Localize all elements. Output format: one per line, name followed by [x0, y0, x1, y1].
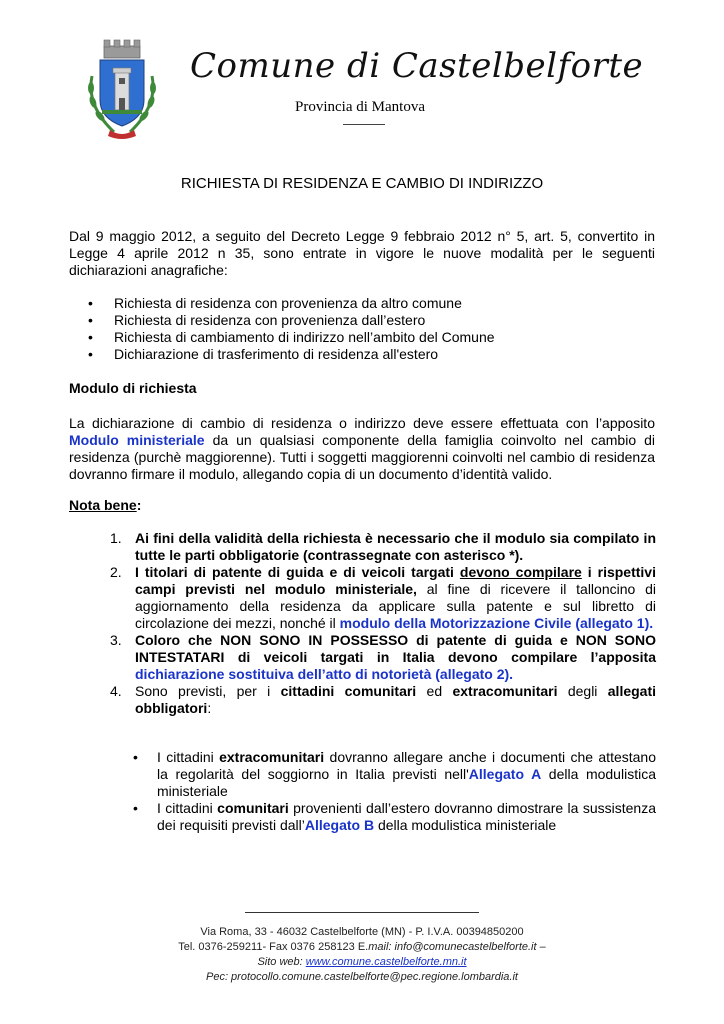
- footer-email: mail: info@comunecastelbelforte.it –: [368, 941, 546, 953]
- list-item: [110, 683, 656, 717]
- item-bold-text: comunitari: [217, 800, 289, 816]
- modulo-text-before: La dichiarazione di cambio di residenza o indirizzo deve essere effettuata con l’apposito: [69, 415, 655, 431]
- item-bold-text: allegati obbligatori: [135, 683, 657, 716]
- modulo-heading: Modulo di richiesta: [69, 380, 197, 396]
- item-bold-text: extracomunitari: [219, 749, 325, 765]
- list-item: • Richiesta di residenza con provenienza da altro comune: [86, 295, 656, 312]
- document-title: RICHIESTA DI RESIDENZA E CAMBIO DI INDIRIZZO: [180, 175, 544, 192]
- list-item: [133, 800, 656, 834]
- footer-divider: [245, 912, 479, 913]
- nota-bene-heading: [69, 497, 141, 513]
- item-plain-text: della modulistica ministeriale: [157, 766, 656, 799]
- item-plain-text: ed: [416, 683, 453, 699]
- provincia-label: Provincia di Mantova: [295, 99, 425, 115]
- item-plain-text: Sono previsti, per i: [135, 683, 281, 699]
- item-plain-text: della modulistica ministeriale: [374, 817, 557, 833]
- allegato-a-link[interactable]: Allegato A: [468, 766, 542, 782]
- nota-bene-colon: :: [136, 497, 142, 513]
- modulo-ministeriale-link[interactable]: Modulo ministeriale: [69, 432, 205, 448]
- footer-pec: Pec: protocollo.comune.castelbelforte@pec.regione.lombardia.it: [205, 971, 518, 983]
- item-plain-text: provenienti dall’estero dovranno dimostrare la sussistenza dei requisiti previsti dall’: [157, 800, 656, 833]
- item-bold-text: cittadini comunitari: [280, 683, 417, 699]
- nota-bene-label: Nota bene: [69, 497, 137, 513]
- item-plain-text: al fine di ricevere il talloncino di aggiornamento della residenza da applicare sulla patente e sul libretto di circolazione dei mezzi, nonché il: [135, 581, 657, 631]
- item-underlined-text: devono compilare: [459, 564, 582, 580]
- comune-title: Comune di Castelbelforte: [190, 46, 644, 86]
- allegato-1-link[interactable]: modulo della Motorizzazione Civile (allegato 1).: [339, 615, 654, 631]
- item-bold-text: I titolari di patente di guida e di veicoli targati: [135, 564, 460, 580]
- nota-bene-list: [110, 530, 656, 717]
- list-item: [110, 530, 656, 564]
- list-item: [110, 564, 656, 632]
- declaration-types-list: [86, 295, 656, 363]
- item-number: 1.: [110, 530, 122, 546]
- allegato-b-link[interactable]: Allegato B: [304, 817, 375, 833]
- footer-website-label: Sito web:: [257, 956, 306, 968]
- list-item: • Dichiarazione di trasferimento di residenza all'estero: [86, 346, 656, 363]
- item-number: 4.: [110, 683, 122, 699]
- item-bold-text: Coloro che NON SONO IN POSSESSO di patente di guida e NON SONO INTESTATARI di veicoli targati in Italia devono compilare l’apposita: [135, 632, 656, 665]
- footer-contacts: [0, 940, 724, 955]
- list-item: [110, 632, 656, 683]
- header-divider: [343, 124, 385, 125]
- footer: [0, 925, 724, 985]
- footer-website: [0, 955, 724, 970]
- item-bold-text: extracomunitari: [452, 683, 558, 699]
- item-text: Ai fini della validità della richiesta è necessario che il modulo sia compilato in tutte le parti obbligatorie (contrassegnate con asterisco *).: [135, 530, 656, 563]
- item-plain-text: I cittadini: [157, 749, 220, 765]
- item-bold-text: i rispettivi campi previsti nel modulo ministeriale,: [135, 564, 656, 597]
- website-link[interactable]: www.comune.castelbelforte.mn.it: [305, 956, 467, 968]
- item-plain-text: degli: [557, 683, 608, 699]
- list-item: • Richiesta di residenza con provenienza dall’estero: [86, 312, 656, 329]
- footer-address: Via Roma, 33 - 46032 Castelbelforte (MN) - P. I.V.A. 00394850200: [200, 926, 524, 938]
- allegati-list: [133, 749, 656, 834]
- list-item: [133, 749, 656, 800]
- footer-phone: Tel. 0376-259211- Fax 0376 258123 E.: [178, 941, 369, 953]
- item-plain-text: dovranno allegare anche i documenti che attestano la regolarità del soggiorno in Italia previsti nell': [157, 749, 656, 782]
- item-number: 2.: [110, 564, 122, 580]
- allegato-2-link[interactable]: dichiarazione sostituiva dell’atto di notorietà (allegato 2).: [135, 666, 514, 682]
- list-item: • Richiesta di cambiamento di indirizzo nell’ambito del Comune: [86, 329, 656, 346]
- item-plain-text: :: [207, 700, 212, 716]
- municipal-crest-icon: [84, 36, 160, 144]
- item-number: 3.: [110, 632, 122, 648]
- modulo-text-after: da un qualsiasi componente della famiglia coinvolto nel cambio di residenza (purchè maggiorenne). Tutti i soggetti maggiorenni coinvolti nel cambio di residenza dovranno firmare il modulo, allegando copia di un documento d’identità valido.: [69, 432, 655, 482]
- item-plain-text: I cittadini: [157, 800, 218, 816]
- intro-paragraph: Dal 9 maggio 2012, a seguito del Decreto Legge 9 febbraio 2012 n° 5, art. 5, convertito in Legge 4 aprile 2012 n 35, sono entrate in vigore le nuove modalità per le seguenti dichiarazioni anagrafiche:: [69, 228, 655, 278]
- modulo-paragraph: [69, 415, 655, 483]
